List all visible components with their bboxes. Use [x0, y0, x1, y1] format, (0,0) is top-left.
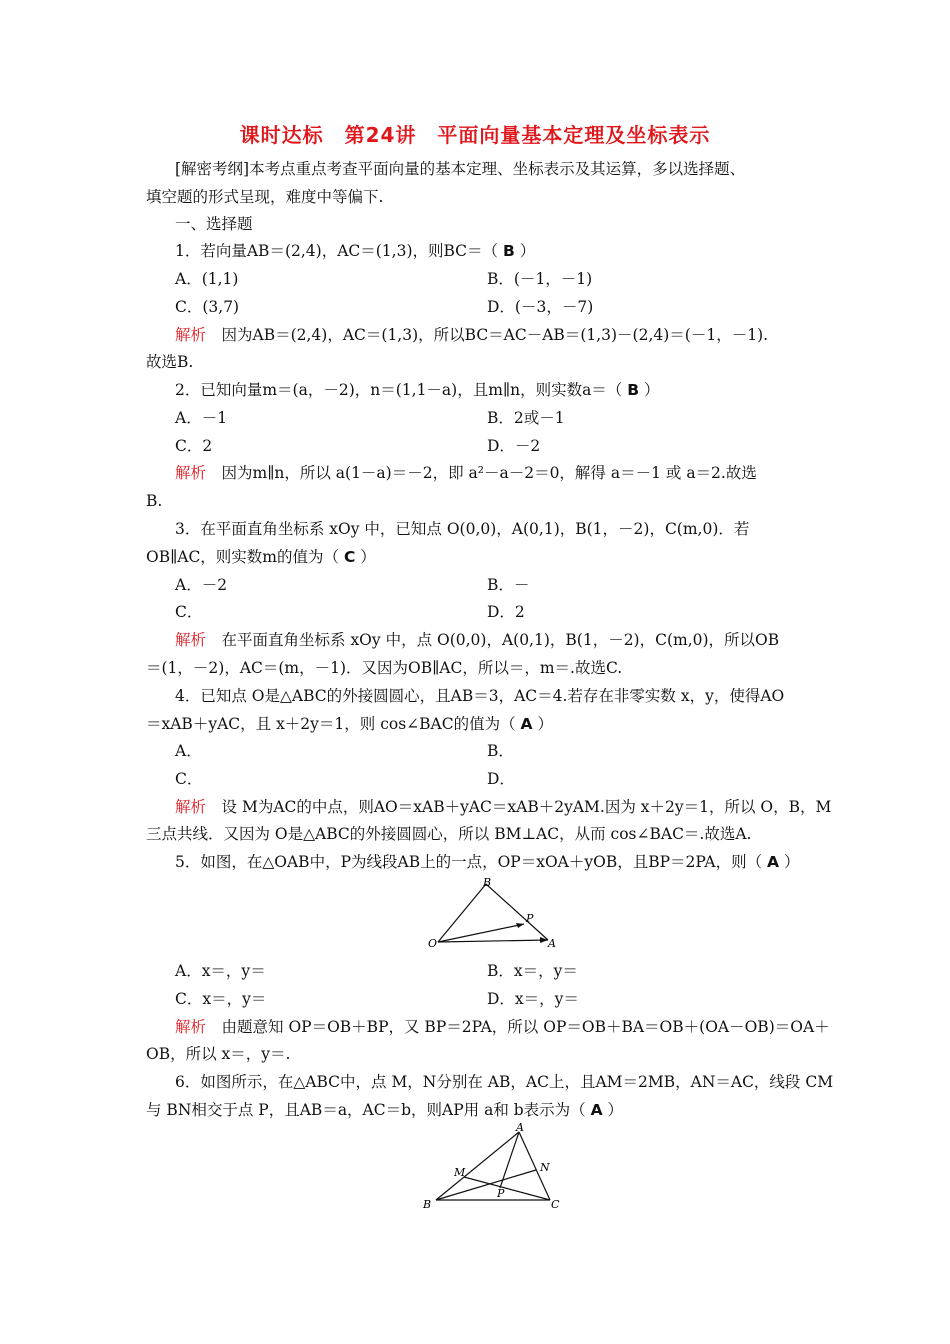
q5-option-b: B．x＝，y＝: [487, 962, 578, 980]
segment-ba: [486, 884, 548, 940]
q3-option-b: B．－: [487, 576, 530, 594]
q2-analysis-line-1: 解析 因为m∥n，所以 a(1－a)＝－2，即 a²－a－2＝0，解得 a＝－1 或 a＝2.故选: [175, 464, 757, 482]
question-2-stem: 2．已知向量m＝(a，－2)，n＝(1,1－a)，且m∥n，则实数a＝（ B ）: [175, 381, 660, 399]
analysis-label: 解析: [175, 631, 207, 649]
label-m: M: [454, 1166, 466, 1179]
q4-option-c: C．: [175, 770, 203, 788]
segment-oa: [438, 940, 548, 942]
q4-analysis-line-2: 三点共线．又因为 O是△ABC的外接圆圆心，所以 BM⊥AC，从而 cos∠BAC＝.故选A.: [146, 825, 752, 843]
q2-option-d: D．－2: [487, 437, 541, 455]
question-5-stem: 5．如图，在△OAB中，P为线段AB上的一点，OP＝xOA＋yOB，且BP＝2PA，则（ A ）: [175, 853, 800, 871]
page-title: 课时达标 第24讲 平面向量基本定理及坐标表示: [239, 123, 711, 147]
answer-3: C: [343, 548, 356, 566]
q5-analysis-line-1: 解析 由题意知 OP＝OB＋BP，又 BP＝2PA，所以 OP＝OB＋BA＝OB＋(OA－OB)＝OA＋: [175, 1018, 830, 1036]
question-4-stem-line-2: ＝xAB＋yAC，且 x＋2y＝1，则 cos∠BAC的值为（ A ）: [146, 715, 553, 733]
question-6-stem-line-1: 6．如图所示，在△ABC中，点 M，N分别在 AB，AC上，且AM＝2MB，AN＝AC，线段 CM: [175, 1073, 834, 1091]
answer-1: B: [502, 242, 515, 260]
q3-option-a: A．－2: [175, 576, 228, 594]
q1-analysis-line-1: 解析 因为AB＝(2,4)，AC＝(1,3)，所以BC＝AC－AB＝(1,3)－(2,4)＝(－1，－1).: [175, 326, 769, 344]
label-p: P: [526, 912, 534, 925]
q2-option-b: B．2或－1: [487, 409, 565, 427]
q5-option-a: A．x＝，y＝: [175, 962, 266, 980]
arrowhead-oa: [540, 937, 548, 943]
segment-bn: [436, 1170, 536, 1200]
analysis-label: 解析: [175, 1018, 207, 1036]
q4-option-d: D．: [487, 770, 515, 788]
q4-analysis-line-1: 解析 设 M为AC的中点，则AO＝xAB＋yAC＝xAB＋2yAM.因为 x＋2y＝1，所以 O，B，M: [175, 798, 832, 816]
answer-2: B: [627, 381, 640, 399]
answer-5: A: [767, 853, 780, 871]
q5-option-c: C．x＝，y＝: [175, 990, 267, 1008]
q3-option-d: D．2: [487, 603, 525, 621]
q1-option-c: C．(3,7): [175, 298, 240, 316]
q1-option-a: A．(1,1): [175, 270, 239, 288]
q5-option-d: D．x＝，y＝: [487, 990, 579, 1008]
label-a: A: [516, 1122, 524, 1134]
question-4-stem-line-1: 4．已知点 O是△ABC的外接圆圆心，且AB＝3，AC＝4.若存在非零实数 x，y，使得AO: [175, 687, 785, 705]
answer-4: A: [520, 715, 533, 733]
q1-analysis-line-2: 故选B.: [146, 353, 194, 371]
question-3-stem-line-2: OB∥AC，则实数m的值为（ C ）: [146, 548, 376, 566]
label-b: B: [423, 1198, 432, 1211]
q2-option-c: C．2: [175, 437, 213, 455]
q3-analysis-line-2: ＝(1，－2)，AC＝(m，－1)．又因为OB∥AC，所以＝，m＝.故选C.: [146, 659, 623, 677]
label-a: A: [548, 937, 556, 950]
segment-cm: [464, 1177, 550, 1200]
question-6-stem-line-2: 与 BN相交于点 P，且AB＝a，AC＝b，则AP用 a和 b表示为（ A ）: [146, 1101, 624, 1119]
segment-ab: [436, 1132, 519, 1200]
q1-option-d: D．(－3，－7): [487, 298, 594, 316]
intro-line-1: [解密考纲]本考点重点考查平面向量的基本定理、坐标表示及其运算，多以选择题、: [175, 160, 746, 178]
q4-option-b: B．: [487, 742, 514, 760]
label-o: O: [428, 937, 438, 950]
q3-analysis-line-1: 解析 在平面直角坐标系 xOy 中，点 O(0,0)，A(0,1)，B(1，－2)，C(m,0)，所以OB: [175, 631, 780, 649]
q4-option-a: A．: [175, 742, 202, 760]
analysis-label: 解析: [175, 464, 207, 482]
question-3-stem-line-1: 3．在平面直角坐标系 xOy 中，已知点 O(0,0)，A(0,1)，B(1，－2)，C(m,0)．若: [175, 520, 750, 538]
section-heading: 一、选择题: [175, 215, 253, 233]
label-n: N: [540, 1161, 550, 1174]
triangle-abc-figure: [418, 1122, 568, 1214]
analysis-label: 解析: [175, 798, 207, 816]
q1-option-b: B．(－1，－1): [487, 270, 593, 288]
q2-analysis-line-2: B.: [146, 492, 163, 510]
label-b: B: [483, 876, 492, 889]
q5-analysis-line-2: OB，所以 x＝，y＝.: [146, 1045, 291, 1063]
label-c: C: [551, 1198, 560, 1211]
triangle-oab-figure: [420, 874, 565, 954]
label-p: P: [497, 1187, 505, 1200]
analysis-label: 解析: [175, 326, 207, 344]
q3-option-c: C．: [175, 603, 203, 621]
question-1-stem: 1．若向量AB＝(2,4)，AC＝(1,3)，则BC＝（ B ）: [175, 242, 536, 260]
answer-6: A: [590, 1101, 603, 1119]
intro-line-2: 填空题的形式呈现，难度中等偏下.: [146, 188, 384, 206]
q2-option-a: A．－1: [175, 409, 228, 427]
